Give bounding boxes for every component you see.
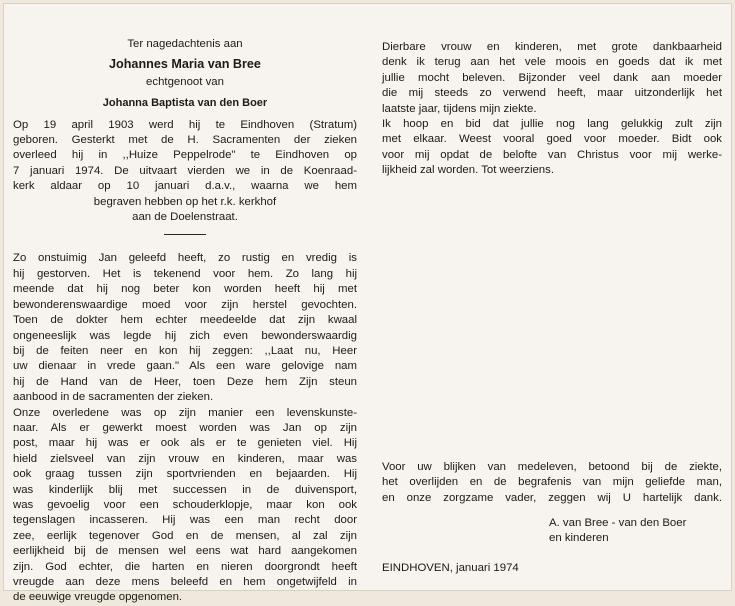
memorial-line: Zo onstuimig Jan geleefd heeft, zo rustig en vredig is xyxy=(13,252,357,265)
bio-line: overleed hij in ,,Huize Peppelrode" te Eindhoven op xyxy=(13,149,357,162)
memorial-line: aanbood in de sacramenten der zieken. xyxy=(13,391,214,404)
deceased-name: Johannes Maria van Bree xyxy=(109,57,261,72)
memorial-line: de eeuwige vreugde opgenomen. xyxy=(13,591,183,604)
message-line: die mij steeds zo verwend heeft, maar uitzonderlijk het xyxy=(382,87,722,100)
memorial-line: ook graag tussen zijn sportvrienden en bejaarden. Hij xyxy=(13,468,357,481)
farewell-message xyxy=(382,40,722,179)
memorial-line: ongeneeslijk was legde hij zich even bewonderswaardig xyxy=(13,329,357,342)
memorial-line: zijn. God echter, die harten en nieren doorgrondt heeft xyxy=(13,560,357,573)
message-line: Dierbare vrouw en kinderen, met grote dankbaarheid xyxy=(382,41,722,53)
memorial-line: uw dienaar in vrede gaan." Als een ware gelovige nam xyxy=(13,360,357,373)
memorial-paragraph xyxy=(13,251,357,605)
message-line: lijkheid zal worden. Tot weerziens. xyxy=(382,164,554,177)
memorial-line: naar. Als er gewerkt moest worden was Jan op zijn xyxy=(13,421,357,434)
spouse-of-label: echtgenoot van xyxy=(146,75,224,88)
memorial-line: hij gestorven. Het is tekenend voor hem. Zo lang hij xyxy=(13,267,357,280)
message-line: voor mij opdat de belofte van Christus voor mij werke- xyxy=(382,148,722,161)
right-column xyxy=(382,40,722,179)
biography-paragraph xyxy=(13,118,357,226)
bio-line: begraven hebben op het r.k. kerkhof xyxy=(93,195,277,208)
memorial-line: meende dat hij nog beter kon worden heeft hij met xyxy=(13,283,357,296)
memorial-line: zee, eerlijk tegenover God en de mensen, al zal zijn xyxy=(13,529,357,542)
thanks-line: Voor uw blijken van medeleven, betoond bij de ziekte, xyxy=(382,461,722,473)
message-line: jullie mocht beleven. Bijzonder veel dank aan moeder xyxy=(382,71,722,84)
signature-block xyxy=(549,516,686,547)
thanks-paragraph xyxy=(382,460,722,506)
place-date: EINDHOVEN, januari 1974 xyxy=(382,562,519,574)
spouse-name: Johanna Baptista van den Boer xyxy=(102,97,268,110)
memorial-line: post, maar hij was er ook als er te genieten viel. Hij xyxy=(13,437,357,450)
thanks-line: en onze zorgzame vader, zeggen wij U hartelijk dank. xyxy=(382,491,722,504)
memorial-line: vreugde aan deze mens beleefd en hem ongetwijfeld in xyxy=(13,576,357,588)
message-line: Ik hoop en bid dat jullie nog lang gelukkig zult zijn xyxy=(382,118,722,131)
memorial-line: tegenslagen incasseren. Hij was een man recht door xyxy=(13,514,357,527)
message-line: laatste jaar, tijdens mijn ziekte. xyxy=(382,102,537,115)
memorial-line: was kinderlijk blij met successen in de duivensport, xyxy=(13,483,357,496)
memorial-line: bewonderenswaardige moed voor zijn herstel gevochten. xyxy=(13,298,357,311)
memorial-line: bij de feiten neer en kon hij zeggen: ,,Laat nu, Heer xyxy=(13,344,357,357)
bio-line: kerk aldaar op 10 januari d.a.v., waarna we hem xyxy=(13,180,357,193)
memorial-line: Toen de dokter hem echter meedeelde dat zijn kwaal xyxy=(13,314,357,327)
memorial-line: hij de Hand van de Heer, toen Deze hem Zijn steun xyxy=(13,375,357,388)
message-line: denk ik terug aan het vele moois en goeds dat ik met xyxy=(382,56,722,69)
memorial-line: was gevoelig voor een schouderklopje, maar kon ook xyxy=(13,498,357,511)
signature-line: en kinderen xyxy=(549,532,609,545)
bio-line: geboren. Gesterkt met de H. Sacramenten der zieken xyxy=(13,134,357,147)
left-column xyxy=(13,37,357,606)
message-line: met elkaar. Weest vooral goed voor moeder. Bidt ook xyxy=(382,133,722,146)
thanks-line: het overlijden en de begrafenis van mijn geliefde man, xyxy=(382,476,722,489)
bio-line: aan de Doelenstraat. xyxy=(132,211,238,224)
bio-line: 7 januari 1974. De uitvaart vierden we in de Koenraad- xyxy=(13,164,357,177)
in-memory-heading: Ter nagedachtenis aan xyxy=(127,38,243,50)
bio-line: Op 19 april 1903 werd hij te Eindhoven (Stratum) xyxy=(13,118,357,131)
signature-line: A. van Bree - van den Boer xyxy=(549,517,687,529)
memorial-line: Onze overledene was op zijn manier een levenskunste- xyxy=(13,406,357,419)
memorial-line: hield zielsveel van zijn vrouw en kinderen, maar was xyxy=(13,452,357,465)
memorial-line: eerlijkheid bij de mensen wel eens wat hard aangekomen xyxy=(13,545,357,558)
